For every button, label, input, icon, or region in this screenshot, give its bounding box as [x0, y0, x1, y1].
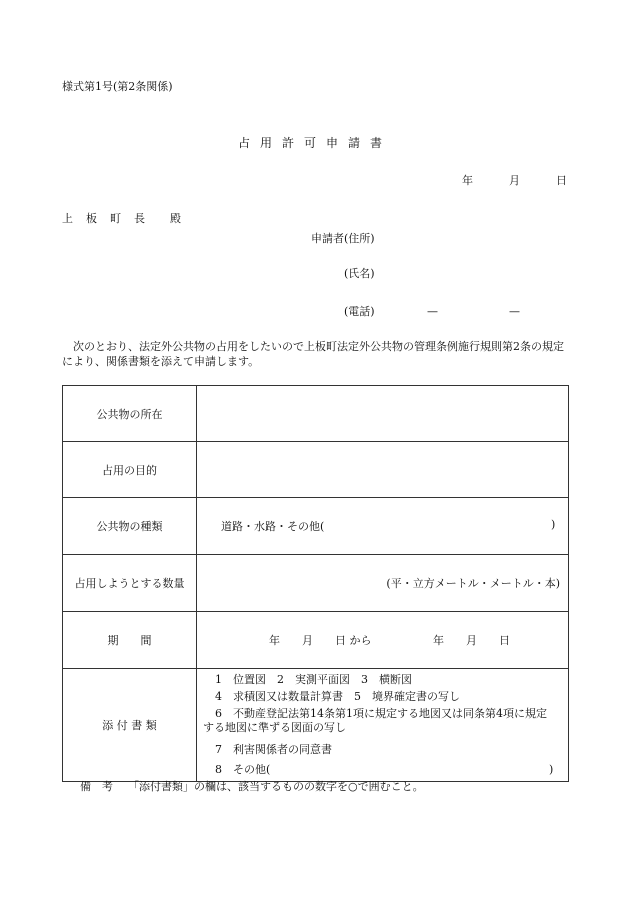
- quantity-field[interactable]: [197, 555, 569, 612]
- date-month: 月: [509, 174, 520, 187]
- date-year: 年: [462, 174, 473, 187]
- addressee-char: 長: [134, 212, 145, 225]
- period-to: 年 月 日: [433, 634, 510, 647]
- addressee-char: 町: [110, 212, 121, 225]
- intro-text: 次のとおり、法定外公共物の占用をしたいので上板町法定外公共物の管理条例施行規則第2条の規定により、関係書類を添えて申請します。: [62, 340, 564, 368]
- table-row: [63, 386, 569, 442]
- attachment-option[interactable]: 8 その他(: [215, 763, 271, 776]
- attachment-option[interactable]: 7 利害関係者の同意書: [215, 743, 332, 756]
- attachment-option-cont: する地図に準ずる図面の写し: [203, 721, 346, 734]
- period-field[interactable]: [197, 612, 569, 669]
- purpose-label: 占用の目的: [63, 442, 197, 498]
- type-field[interactable]: [197, 498, 569, 555]
- attachment-option[interactable]: 1 位置図 2 実測平面図 3 横断図: [215, 673, 412, 686]
- attachment-other-close: ): [549, 763, 554, 776]
- note-text: 「添付書類」の欄は、該当するものの数字を○で囲むこと。: [128, 780, 424, 793]
- purpose-field[interactable]: [197, 442, 569, 498]
- table-row: [63, 442, 569, 498]
- application-table: [62, 385, 569, 782]
- phone-dash: —: [427, 305, 438, 318]
- type-label: 公共物の種類: [63, 498, 197, 555]
- quantity-unit: (平・立方メートル・メートル・本): [386, 577, 560, 590]
- table-row: [63, 612, 569, 669]
- period-label: 期 間: [63, 612, 197, 669]
- location-label: 公共物の所在: [63, 386, 197, 442]
- form-number: 様式第1号(第2条関係): [62, 80, 173, 93]
- quantity-label: 占用しようとする数量: [63, 555, 197, 612]
- table-row: [63, 555, 569, 612]
- addressee-char: 殿: [170, 212, 181, 225]
- addressee-char: 板: [86, 212, 97, 225]
- date-day: 日: [556, 174, 567, 187]
- applicant-phone-label: (電話): [344, 305, 375, 318]
- phone-dash: —: [509, 305, 520, 318]
- attachments-field: [197, 669, 569, 782]
- addressee-char: 上: [62, 212, 73, 225]
- table-row: [63, 498, 569, 555]
- page-title: 占用許可申請書: [237, 136, 392, 150]
- applicant-name-label: (氏名): [344, 267, 375, 280]
- attachments-label: 添 付 書 類: [63, 669, 197, 782]
- type-options: 道路・水路・その他(: [221, 520, 325, 533]
- type-close: ): [551, 518, 556, 531]
- note-label: 備 考: [80, 780, 113, 793]
- period-from: 年 月 日 から: [269, 634, 372, 647]
- attachment-option[interactable]: 4 求積図又は数量計算書 5 境界確定書の写し: [215, 690, 460, 703]
- location-field[interactable]: [197, 386, 569, 442]
- table-row: [63, 669, 569, 782]
- attachment-option[interactable]: 6 不動産登記法第14条第1項に規定する地図又は同条第4項に規定: [215, 707, 547, 720]
- applicant-address-label: 申請者(住所): [311, 232, 375, 245]
